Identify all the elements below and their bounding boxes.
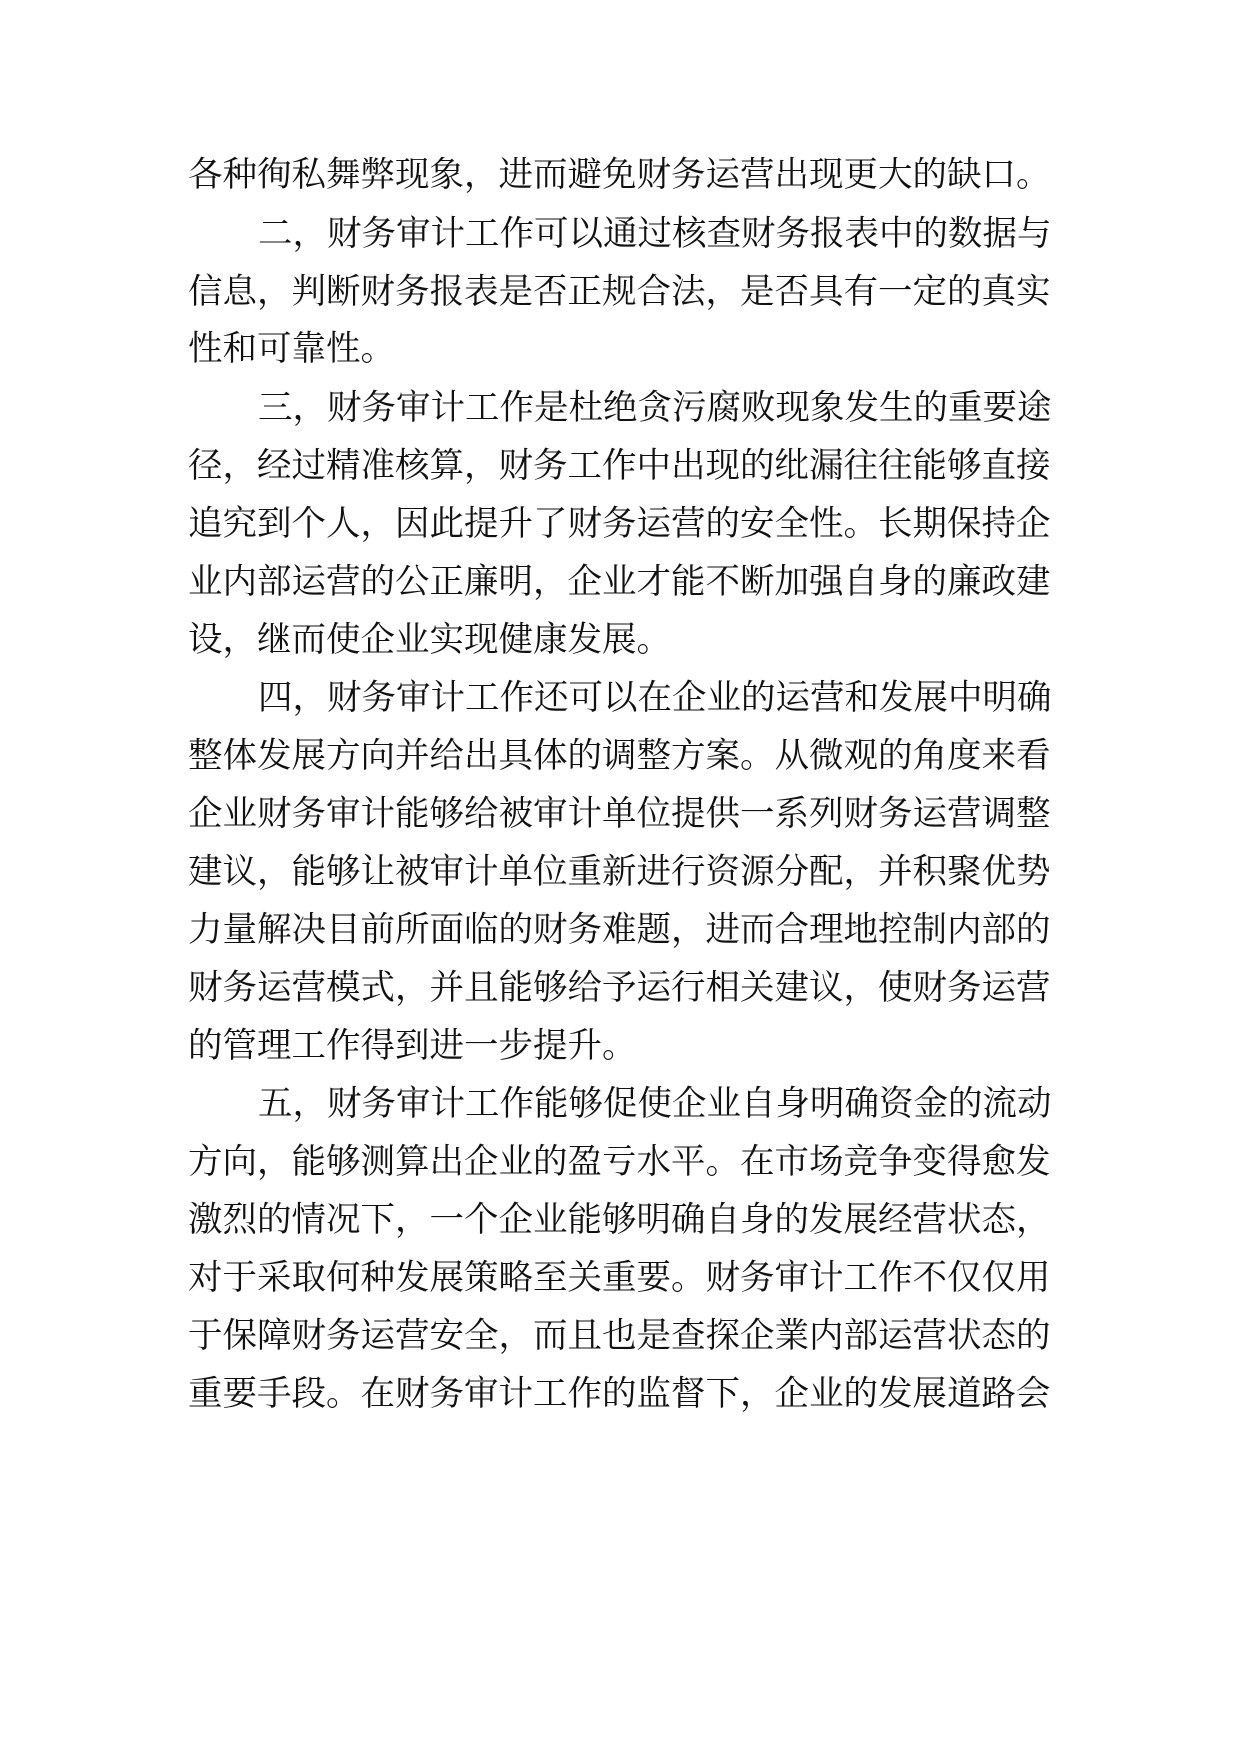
text-line: 的管理工作得到进一步提升。 [188, 1026, 637, 1066]
text-line: 业内部运营的公正廉明，企业才能不断加强自身的廉政建 [188, 562, 1051, 602]
text-line: 性和可靠性。 [188, 329, 395, 369]
text-line: 激烈的情况下，一个企业能够明确自身的发展经营状态， [188, 1200, 1051, 1240]
text-line: 方向，能够测算出企业的盈亏水平。在市场竞争变得愈发 [188, 1142, 1051, 1182]
text-line: 企业财务审计能够给被审计单位提供一系列财务运营调整 [188, 794, 1051, 834]
text-line: 建议，能够让被审计单位重新进行资源分配，并积聚优势 [188, 852, 1051, 892]
text-line: 力量解决目前所面临的财务难题，进而合理地控制内部的 [188, 910, 1051, 950]
text-line: 五，财务审计工作能够促使企业自身明确资金的流动 [258, 1084, 1052, 1124]
text-line: 设，继而使企业实现健康发展。 [188, 620, 671, 660]
text-line: 财务运营模式，并且能够给予运行相关建议，使财务运营 [188, 968, 1051, 1008]
text-line: 各种徇私舞弊现象，进而避免财务运营出现更大的缺口。 [188, 155, 1051, 195]
text-line: 四，财务审计工作还可以在企业的运营和发展中明确 [258, 678, 1052, 718]
text-line: 于保障财务运营安全，而且也是查探企業内部运营状态的 [188, 1316, 1051, 1356]
text-line: 整体发展方向并给出具体的调整方案。从微观的角度来看 [188, 736, 1051, 776]
text-line: 追究到个人，因此提升了财务运营的安全性。长期保持企 [188, 504, 1051, 544]
text-line: 径，经过精准核算，财务工作中出现的纰漏往往能够直接 [188, 446, 1051, 486]
text-line: 三，财务审计工作是杜绝贪污腐败现象发生的重要途 [258, 388, 1052, 428]
text-line: 重要手段。在财务审计工作的监督下，企业的发展道路会 [188, 1374, 1051, 1414]
text-line: 信息，判断财务报表是否正规合法，是否具有一定的真实 [188, 272, 1051, 312]
text-line: 对于采取何种发展策略至关重要。财务审计工作不仅仅用 [188, 1258, 1051, 1298]
text-line: 二，财务审计工作可以通过核查财务报表中的数据与 [258, 214, 1052, 254]
